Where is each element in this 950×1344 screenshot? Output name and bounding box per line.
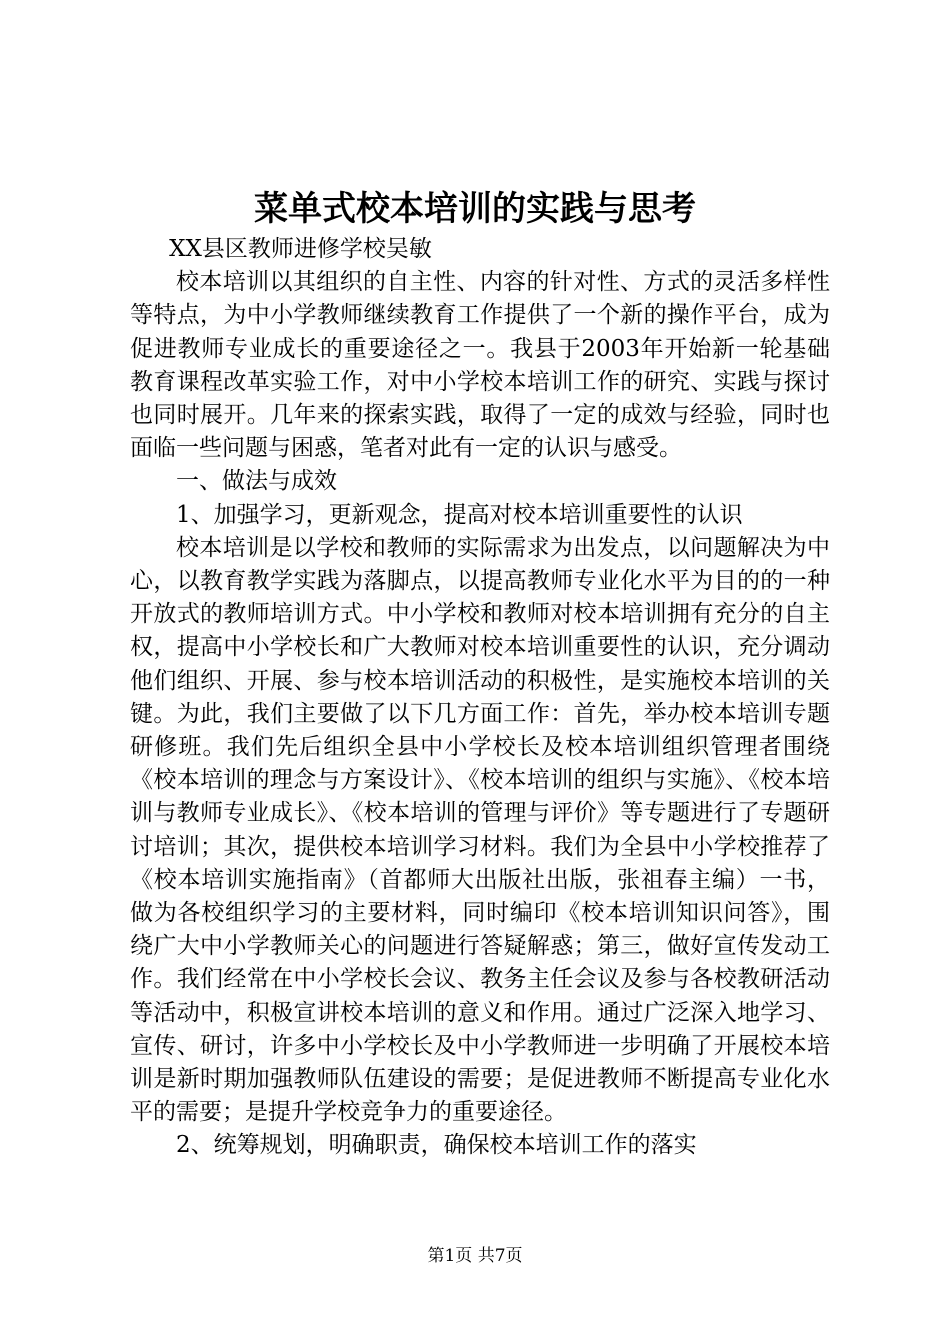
subsection-heading-2: 2、统筹规划，明确职责，确保校本培训工作的落实 bbox=[176, 1132, 697, 1159]
body-paragraph: 校本培训是以学校和教师的实际需求为出发点，以问题解决为中心，以教育教学实践为落脚点，以提高教师专业化水平为目的的一种开放式的教师培训方式。中小学校和教师对校本培训拥有充分的自主权，提高中小学校长和广大教师对校本培训重要性的认识，充分调动他们组织、开展、参与校本培训活动的积极性，是实施校本培训的关键。为此，我们主要做了以下几方面工作：首先，举办校本培训专题研修班。我们先后组织全县中小学校长及校本培训组织管理者围绕《校本培训的理念与方案设计》、《校本培训的组织与实施》、《校本培训与教师专业成长》、《校本培训的管理与评价》等专题进行了专题研讨培训；其次，提供校本培训学习材料。我们为全县中小学校推荐了《校本培训实施指南》（首都师大出版社出版，张祖春主编）一书，做为各校组织学习的主要材料，同时编印《校本培训知识问答》，围绕广大中小学教师关心的问题进行答疑解惑；第三，做好宣传发动工作。我们经常在中小学校长会议、教务主任会议及参与各校教研活动等活动中，积极宣讲校本培训的意义和作用。通过广泛深入地学习、宣传、研讨，许多中小学校长及中小学教师进一步明确了开展校本培训是新时期加强教师队伍建设的需要；是促进教师不断提高专业化水平的需要；是提升学校竞争力的重要途径。 bbox=[130, 534, 830, 1126]
document-title: 菜单式校本培训的实践与思考 bbox=[254, 189, 696, 229]
subsection-heading-1: 1、加强学习，更新观念，提高对校本培训重要性的认识 bbox=[176, 501, 743, 528]
intro-paragraph: 校本培训以其组织的自主性、内容的针对性、方式的灵活多样性等特点，为中小学教师继续教育工作提供了一个新的操作平台，成为促进教师专业成长的重要途径之一。我县于2003年开始新一轮基础教育课程改革实验工作，对中小学校本培训工作的研究、实践与探讨也同时展开。几年来的探索实践，取得了一定的成效与经验，同时也面临一些问题与困惑，笔者对此有一定的认识与感受。 bbox=[130, 269, 830, 462]
section-heading: 一、做法与成效 bbox=[176, 468, 337, 495]
author-line: XX县区教师进修学校吴敏 bbox=[169, 236, 432, 262]
page-footer: 第1页 共7页 bbox=[427, 1246, 523, 1266]
document-body bbox=[130, 233, 830, 1163]
